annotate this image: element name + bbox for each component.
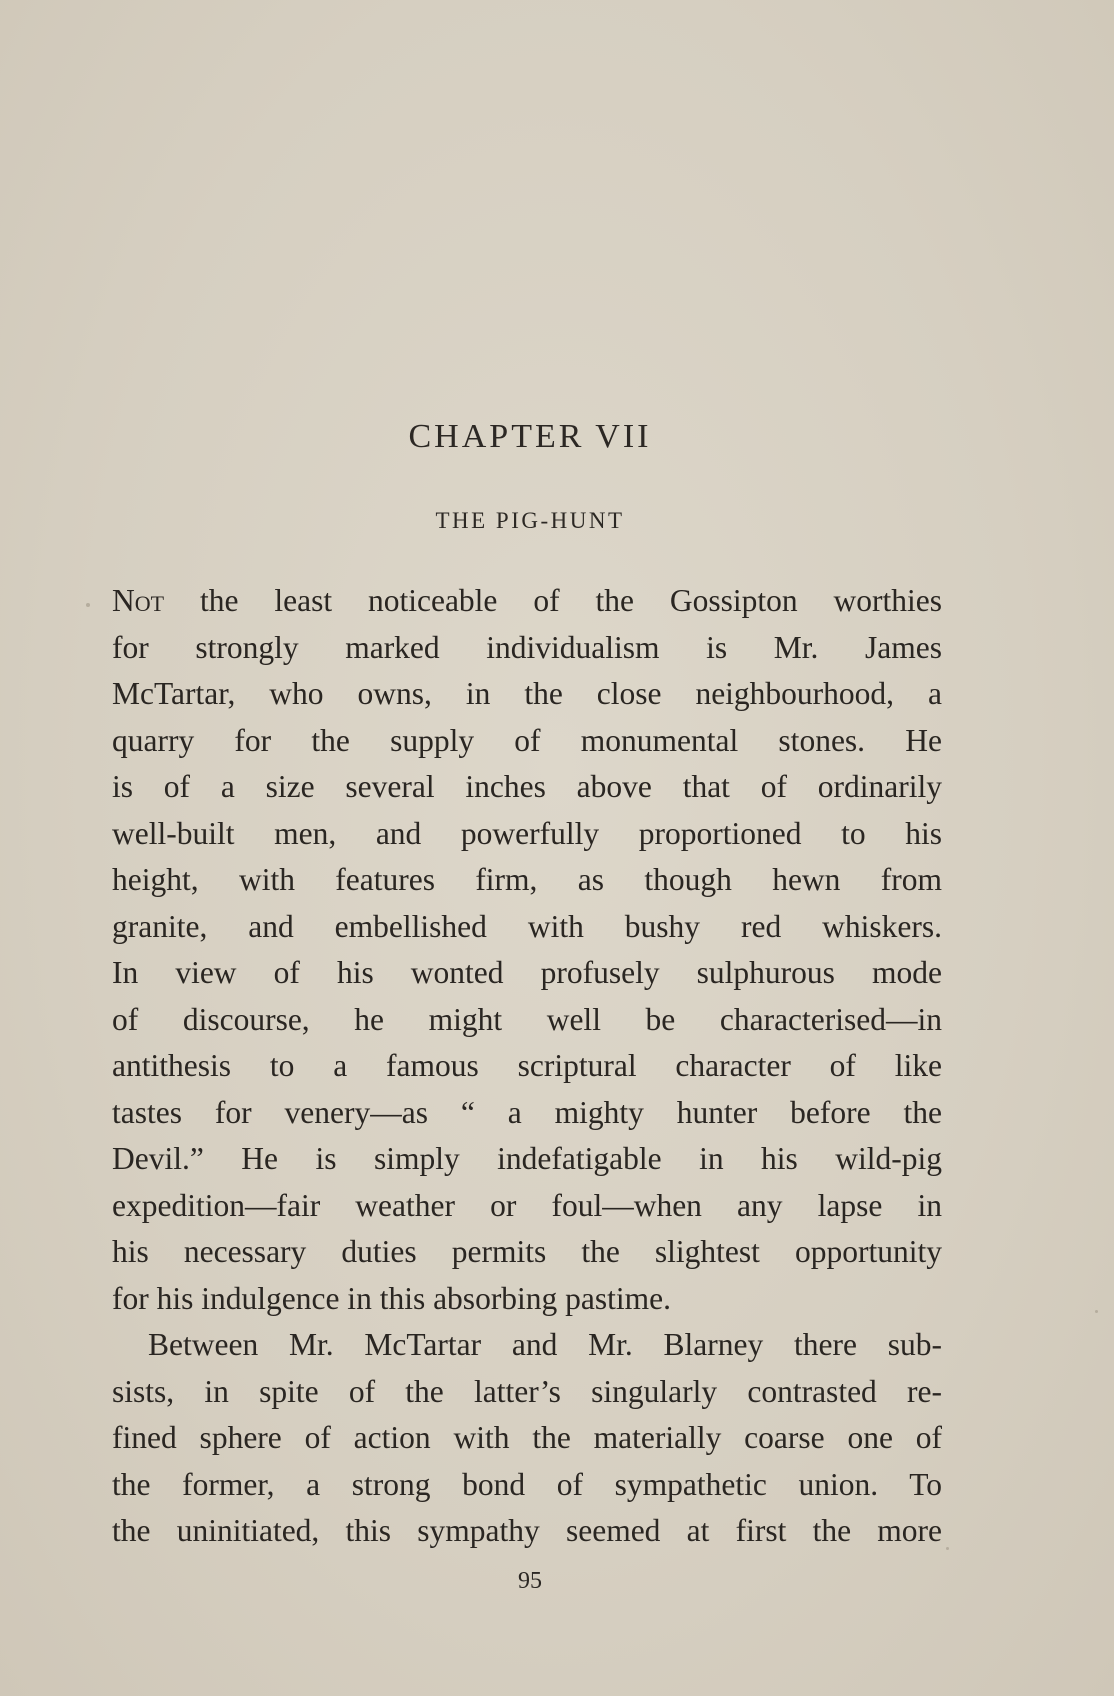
text-line: quarry for the supply of monumental stones. He [112, 722, 942, 758]
text-line: of discourse, he might well be characterised—in [112, 1001, 942, 1037]
paper-speck [946, 1547, 949, 1550]
paragraph-1-line-1 [112, 578, 942, 625]
lead-small-caps: Not [112, 583, 165, 618]
text-line: McTartar, who owns, in the close neighbourhood, a [112, 676, 942, 711]
text-line: granite, and embellished with bushy red whiskers. [112, 908, 942, 944]
page-number: 95 [518, 1568, 542, 1594]
paper-speck [86, 603, 90, 607]
text-line: fined sphere of action with the materially coarse one of [112, 1420, 942, 1455]
text-line: his necessary duties permits the slightest opportunity [112, 1234, 942, 1269]
text-line: sists, in spite of the latter’s singularly contrasted re- [112, 1373, 942, 1409]
chapter-subtitle: THE PIG-HUNT [435, 508, 625, 533]
text-line: tastes for venery—as “ a mighty hunter before the [112, 1094, 942, 1130]
text-line: In view of his wonted profusely sulphurous mode [112, 955, 942, 990]
text-line: for his indulgence in this absorbing pastime. [112, 1280, 672, 1316]
text-line: for strongly marked individualism is Mr. James [112, 629, 942, 665]
text-line: the uninitiated, this sympathy seemed at first the more [112, 1513, 942, 1548]
text-line: antithesis to a famous scriptural character of like [112, 1048, 942, 1083]
text-line: the least noticeable of the Gossipton worthies [164, 583, 942, 618]
body-text [112, 578, 942, 1555]
text-line: Devil.” He is simply indefatigable in his wild-pig [112, 1141, 942, 1176]
text-line: Between Mr. McTartar and Mr. Blarney there sub- [148, 1327, 942, 1362]
text-line: height, with features firm, as though hewn from [112, 862, 942, 897]
chapter-title: CHAPTER VII [408, 418, 652, 455]
text-line: well-built men, and powerfully proportioned to his [112, 815, 942, 851]
text-line: the former, a strong bond of sympathetic union. To [112, 1466, 942, 1502]
text-line: is of a size several inches above that of ordinarily [112, 769, 942, 804]
paper-speck [1095, 1310, 1098, 1313]
text-line: expedition—fair weather or foul—when any lapse in [112, 1187, 942, 1223]
